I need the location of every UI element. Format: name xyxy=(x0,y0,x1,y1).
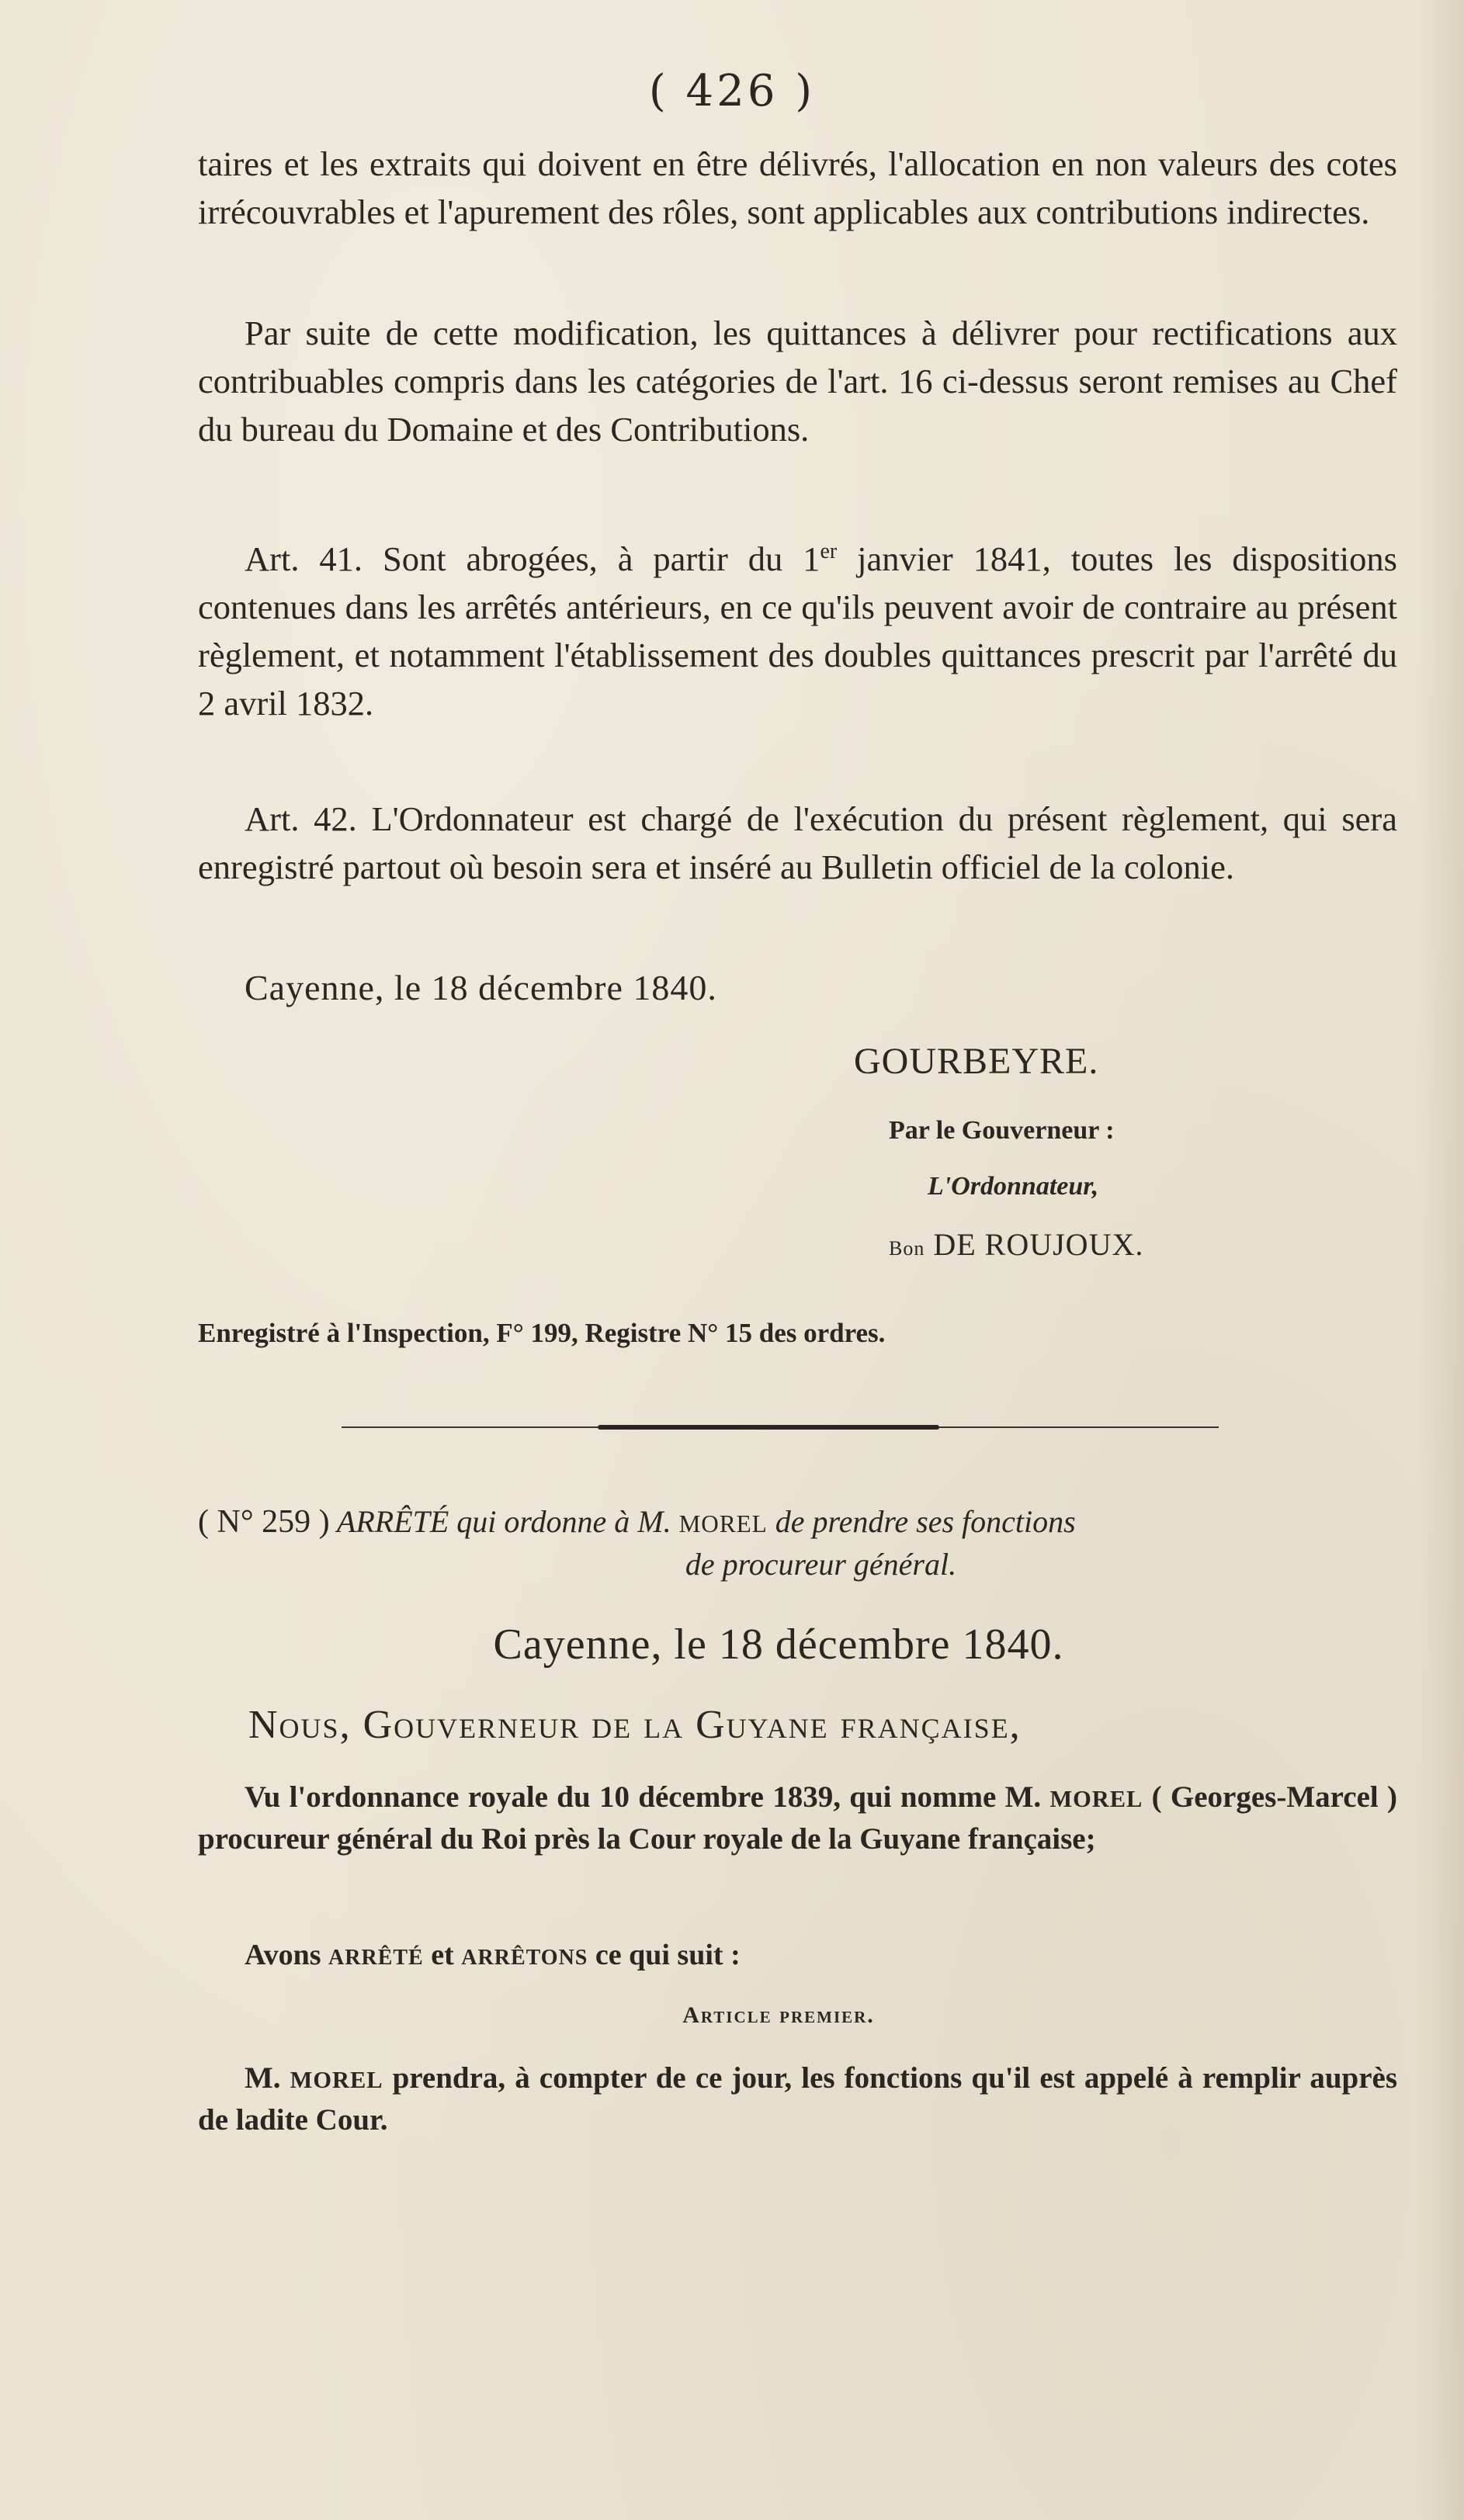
article-41 xyxy=(198,528,1397,727)
page-number: ( 426 ) xyxy=(648,66,816,116)
place-date: Cayenne, le 18 décembre 1840. xyxy=(245,968,717,1007)
article-premier-heading: Article premier. xyxy=(682,2002,875,2028)
ordinal-superscript: er xyxy=(820,539,838,563)
paragraph-1: taires et les extraits qui doivent en être délivrés, l'allocation en non valeurs des cotes irrécouvrables et l'apurement des rôles, sont applicables aux contributions indirectes. xyxy=(198,144,1397,231)
avons-arrete: ARRÊTÉ xyxy=(328,1946,424,1970)
decree-title-line-2: de procureur général. xyxy=(685,1547,957,1582)
article-body-rest: prendra, à compter de ce jour, les fonctions qu'il est appelé à remplir auprès de ladite Cour. xyxy=(198,2061,1397,2137)
decree-title-end: de prendre ses fonctions xyxy=(767,1504,1076,1539)
decree-date: Cayenne, le 18 décembre 1840. xyxy=(493,1620,1064,1669)
divider-thick-line xyxy=(598,1425,939,1430)
article-premier-body xyxy=(198,2058,1397,2140)
avons-et: et xyxy=(423,1939,462,1971)
article-body-start: M. xyxy=(245,2061,290,2095)
baron-signature xyxy=(889,1226,1143,1263)
ordonnateur-title: L'Ordonnateur, xyxy=(928,1172,1099,1201)
for-governor-line: Par le Gouverneur : xyxy=(889,1116,1115,1145)
baron-name: DE ROUJOUX. xyxy=(925,1227,1144,1262)
avons-arrete-clause xyxy=(245,1938,1331,1972)
baron-prefix: Bon xyxy=(889,1237,925,1260)
article-41-start: Art. 41. Sont abrogées, à partir du 1 xyxy=(245,539,820,578)
registration-note: Enregistré à l'Inspection, F° 199, Registre N° 15 des ordres. xyxy=(198,1318,886,1348)
governor-signature: GOURBEYRE. xyxy=(854,1041,1099,1082)
avons-end: ce qui suit : xyxy=(588,1939,741,1971)
avons-arretons: ARRÊTONS xyxy=(461,1946,588,1970)
decree-heading xyxy=(198,1502,1397,1585)
paragraph-2: Par suite de cette modification, les quittances à délivrer pour rectifications aux contribuables compris dans les catégories de l'art. 16 ci-dessus seront remises au Chef du bureau du Domaine et des Contributions. xyxy=(198,314,1397,449)
article-body-name: MOREL xyxy=(290,2067,383,2093)
article-42: Art. 42. L'Ordonnateur est chargé de l'exécution du présent règlement, qui sera enregistré partout où besoin sera et inséré au Bulletin officiel de la colonie. xyxy=(198,799,1397,886)
section-divider xyxy=(342,1425,1219,1430)
avons-start: Avons xyxy=(245,1939,329,1971)
decree-title-name: MOREL xyxy=(678,1510,768,1537)
vu-clause xyxy=(198,1777,1397,1860)
vu-clause-name: MOREL xyxy=(1049,1786,1143,1812)
decree-number: ( N° 259 ) xyxy=(198,1504,330,1540)
vu-clause-rest: ( Georges-Marcel ) procureur général du Roi près la Cour royale de la Guyane française; xyxy=(198,1780,1397,1856)
decree-title-start: ARRÊTÉ qui ordonne à M. xyxy=(329,1504,679,1539)
article-41-rest: janvier 1841, toutes les dispositions contenues dans les arrêtés antérieurs, en ce qu'ils peuvent avoir de contraire au présent règlement, et notamment l'établissement des doubles quittances prescrit par l'arrêté du 2 avril 1832. xyxy=(198,539,1397,723)
vu-clause-start: Vu l'ordonnance royale du 10 décembre 1839, qui nomme M. xyxy=(245,1780,1050,1814)
decree-authority: Nous, Gouverneur de la Guyane française, xyxy=(248,1703,1022,1747)
binding-shadow xyxy=(1417,0,1464,2520)
